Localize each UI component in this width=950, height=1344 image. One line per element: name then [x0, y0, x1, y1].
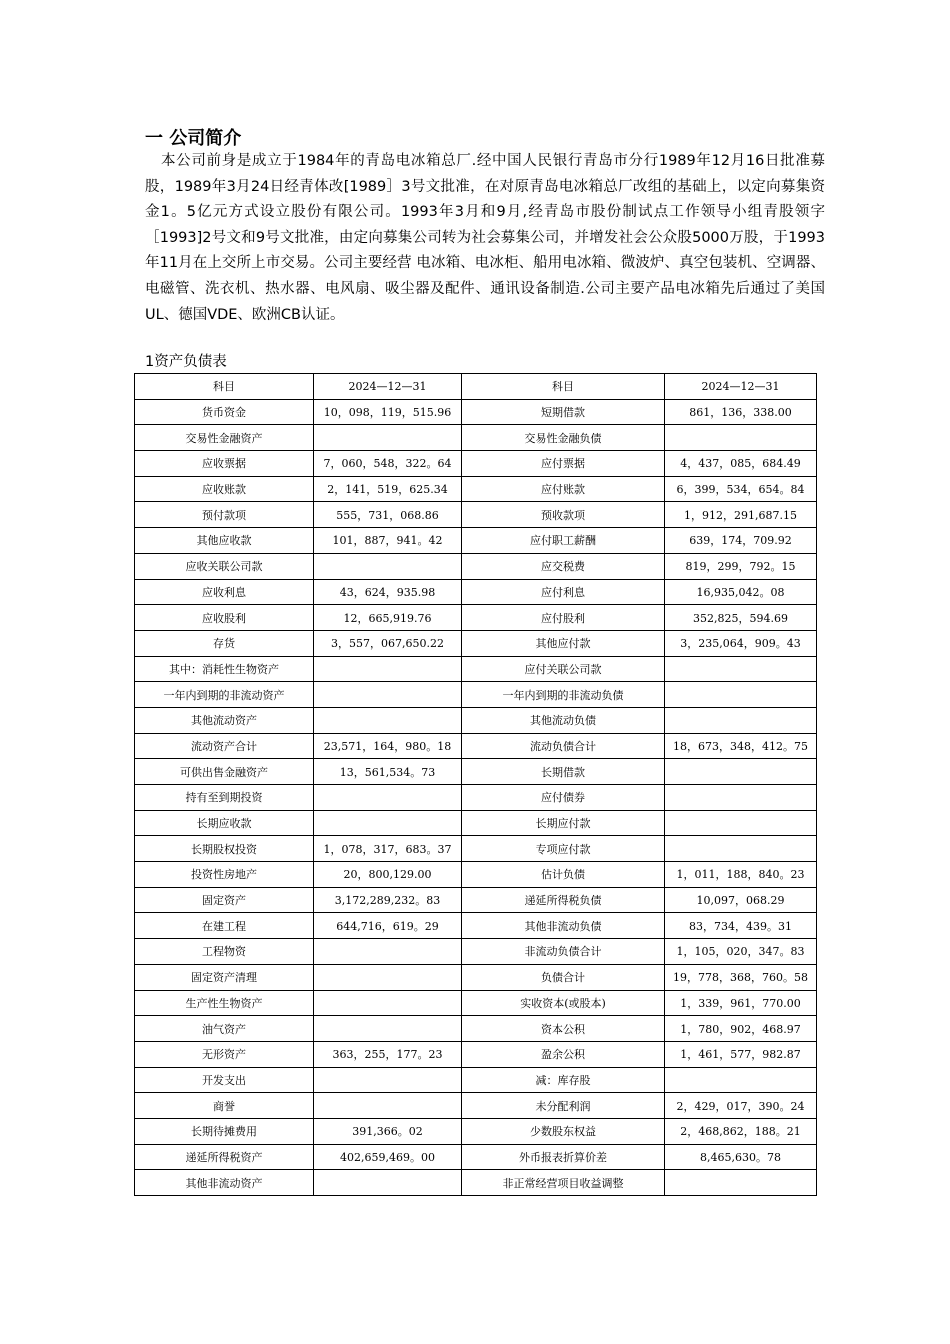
asset-item-cell: 工程物资 — [135, 939, 314, 965]
asset-value-cell: 555，731，068.86 — [314, 502, 462, 528]
liability-value-cell — [665, 1170, 817, 1196]
liability-item-cell: 应付关联公司款 — [462, 656, 665, 682]
table-row — [135, 1067, 817, 1093]
table-row — [135, 553, 817, 579]
liability-value-cell: 352,825，594.69 — [665, 605, 817, 631]
asset-value-cell: 402,659,469。00 — [314, 1144, 462, 1170]
asset-item-cell: 投资性房地产 — [135, 862, 314, 888]
liability-item-cell: 其他非流动负债 — [462, 913, 665, 939]
asset-value-cell: 1，078，317，683。37 — [314, 836, 462, 862]
asset-value-cell — [314, 1067, 462, 1093]
asset-value-cell: 12，665,919.76 — [314, 605, 462, 631]
table-row — [135, 939, 817, 965]
liability-item-cell: 应付账款 — [462, 476, 665, 502]
table-row — [135, 1041, 817, 1067]
table-row — [135, 630, 817, 656]
table-header-row — [135, 374, 817, 400]
liability-item-cell: 盈余公积 — [462, 1041, 665, 1067]
asset-value-cell: 20，800,129.00 — [314, 862, 462, 888]
balance-sheet-table — [134, 373, 817, 1196]
balance-sheet-body — [135, 374, 817, 1196]
liability-item-cell: 预收款项 — [462, 502, 665, 528]
liability-item-cell: 减：库存股 — [462, 1067, 665, 1093]
asset-value-cell — [314, 1170, 462, 1196]
liability-item-cell: 非正常经营项目收益调整 — [462, 1170, 665, 1196]
asset-item-cell: 在建工程 — [135, 913, 314, 939]
liability-value-cell: 639，174，709.92 — [665, 528, 817, 554]
liability-item-cell: 实收资本(或股本) — [462, 990, 665, 1016]
asset-item-cell: 应收关联公司款 — [135, 553, 314, 579]
liability-value-cell: 861，136，338.00 — [665, 399, 817, 425]
liability-item-cell: 应付票据 — [462, 451, 665, 477]
liability-item-cell: 外币报表折算价差 — [462, 1144, 665, 1170]
asset-item-cell: 商誉 — [135, 1093, 314, 1119]
company-intro-paragraph: 本公司前身是成立于1984年的青岛电冰箱总厂.经中国人民银行青岛市分行1989年12月16日批准募股，1989年3月24日经青体改[1989］3号文批准，在对原青岛电冰箱总厂改组的基础上，以定向募集资金1。5亿元方式设立股份有限公司。1993年3月和9月,经青岛市股份制试点工作领导小组青股领字［1993]2号文和9号文批准，由定向募集公司转为社会募集公司，并增发社会公众股5000万股，于1993年11月在上交所上市交易。公司主要经营 电冰箱、电冰柜、船用电冰箱、微波炉、真空包装机、空调器、电磁管、洗衣机、热水器、电风扇、吸尘器及配件、通讯设备制造.公司主要产品电冰箱先后通过了美国UL、德国VDE、欧洲CB认证。 — [145, 153, 825, 323]
asset-value-cell — [314, 939, 462, 965]
asset-item-cell: 长期待摊费用 — [135, 1118, 314, 1144]
table-row — [135, 425, 817, 451]
table-header-cell: 科目 — [462, 374, 665, 400]
asset-item-cell: 存货 — [135, 630, 314, 656]
table-row — [135, 656, 817, 682]
liability-value-cell: 16,935,042。08 — [665, 579, 817, 605]
liability-value-cell: 8,465,630。78 — [665, 1144, 817, 1170]
liability-value-cell — [665, 682, 817, 708]
table-header-cell: 2024—12—31 — [665, 374, 817, 400]
table-row — [135, 579, 817, 605]
asset-item-cell: 无形资产 — [135, 1041, 314, 1067]
liability-value-cell — [665, 785, 817, 811]
table-row — [135, 1118, 817, 1144]
section-heading: 一 公司简介 — [145, 128, 242, 149]
liability-value-cell: 1，011，188，840。23 — [665, 862, 817, 888]
asset-value-cell: 363，255，177。23 — [314, 1041, 462, 1067]
table-row — [135, 964, 817, 990]
asset-value-cell — [314, 656, 462, 682]
table-row — [135, 707, 817, 733]
liability-value-cell: 1，105，020，347。83 — [665, 939, 817, 965]
liability-value-cell — [665, 810, 817, 836]
asset-value-cell: 3,172,289,232。83 — [314, 887, 462, 913]
asset-item-cell: 递延所得税资产 — [135, 1144, 314, 1170]
liability-item-cell: 应付债券 — [462, 785, 665, 811]
table-header-cell: 2024—12—31 — [314, 374, 462, 400]
asset-value-cell: 644,716，619。29 — [314, 913, 462, 939]
liability-item-cell: 未分配利润 — [462, 1093, 665, 1119]
table-row — [135, 990, 817, 1016]
liability-item-cell: 应付股利 — [462, 605, 665, 631]
asset-item-cell: 应收账款 — [135, 476, 314, 502]
liability-value-cell: 6，399，534，654。84 — [665, 476, 817, 502]
table-row — [135, 605, 817, 631]
liability-value-cell: 4，437，085，684.49 — [665, 451, 817, 477]
asset-value-cell: 2，141，519，625.34 — [314, 476, 462, 502]
table-row — [135, 476, 817, 502]
liability-value-cell: 18，673，348，412。75 — [665, 733, 817, 759]
asset-item-cell: 货币资金 — [135, 399, 314, 425]
liability-value-cell — [665, 425, 817, 451]
asset-value-cell: 391,366。02 — [314, 1118, 462, 1144]
table-row — [135, 1170, 817, 1196]
asset-value-cell: 43，624，935.98 — [314, 579, 462, 605]
table-row — [135, 1016, 817, 1042]
table-title: 1资产负债表 — [145, 354, 227, 370]
asset-item-cell: 油气资产 — [135, 1016, 314, 1042]
table-header-cell: 科目 — [135, 374, 314, 400]
asset-item-cell: 持有至到期投资 — [135, 785, 314, 811]
asset-value-cell: 7，060，548，322。64 — [314, 451, 462, 477]
liability-item-cell: 其他应付款 — [462, 630, 665, 656]
liability-item-cell: 负债合计 — [462, 964, 665, 990]
asset-value-cell — [314, 682, 462, 708]
liability-value-cell: 3，235,064，909。43 — [665, 630, 817, 656]
asset-item-cell: 生产性生物资产 — [135, 990, 314, 1016]
asset-item-cell: 开发支出 — [135, 1067, 314, 1093]
liability-value-cell: 2，429，017，390。24 — [665, 1093, 817, 1119]
asset-item-cell: 应收利息 — [135, 579, 314, 605]
asset-value-cell: 13，561,534。73 — [314, 759, 462, 785]
asset-value-cell: 10，098，119，515.96 — [314, 399, 462, 425]
asset-value-cell: 3，557，067,650.22 — [314, 630, 462, 656]
asset-value-cell: 101，887，941。42 — [314, 528, 462, 554]
asset-item-cell: 预付款项 — [135, 502, 314, 528]
table-row — [135, 1144, 817, 1170]
asset-item-cell: 流动资产合计 — [135, 733, 314, 759]
asset-value-cell — [314, 1016, 462, 1042]
asset-item-cell: 其他非流动资产 — [135, 1170, 314, 1196]
table-row — [135, 913, 817, 939]
table-row — [135, 862, 817, 888]
asset-value-cell — [314, 553, 462, 579]
liability-value-cell: 2，468,862，188。21 — [665, 1118, 817, 1144]
table-row — [135, 399, 817, 425]
asset-value-cell — [314, 707, 462, 733]
liability-item-cell: 长期借款 — [462, 759, 665, 785]
liability-item-cell: 一年内到期的非流动负债 — [462, 682, 665, 708]
asset-item-cell: 其他流动资产 — [135, 707, 314, 733]
liability-item-cell: 估计负债 — [462, 862, 665, 888]
asset-value-cell — [314, 964, 462, 990]
liability-item-cell: 长期应付款 — [462, 810, 665, 836]
asset-value-cell: 23,571，164，980。18 — [314, 733, 462, 759]
liability-value-cell — [665, 836, 817, 862]
table-row — [135, 810, 817, 836]
table-row — [135, 682, 817, 708]
liability-value-cell: 19，778，368，760。58 — [665, 964, 817, 990]
asset-item-cell: 长期股权投资 — [135, 836, 314, 862]
asset-value-cell — [314, 425, 462, 451]
liability-value-cell: 1，461，577，982.87 — [665, 1041, 817, 1067]
liability-item-cell: 资本公积 — [462, 1016, 665, 1042]
asset-item-cell: 一年内到期的非流动资产 — [135, 682, 314, 708]
asset-value-cell — [314, 990, 462, 1016]
liability-item-cell: 非流动负债合计 — [462, 939, 665, 965]
table-row — [135, 733, 817, 759]
table-row — [135, 887, 817, 913]
liability-value-cell: 1，780，902，468.97 — [665, 1016, 817, 1042]
asset-value-cell — [314, 1093, 462, 1119]
liability-value-cell — [665, 1067, 817, 1093]
liability-item-cell: 交易性金融负债 — [462, 425, 665, 451]
liability-item-cell: 流动负债合计 — [462, 733, 665, 759]
liability-item-cell: 应付利息 — [462, 579, 665, 605]
liability-item-cell: 其他流动负债 — [462, 707, 665, 733]
asset-item-cell: 长期应收款 — [135, 810, 314, 836]
liability-item-cell: 应付职工薪酬 — [462, 528, 665, 554]
table-row — [135, 451, 817, 477]
table-row — [135, 836, 817, 862]
asset-item-cell: 交易性金融资产 — [135, 425, 314, 451]
table-row — [135, 528, 817, 554]
asset-item-cell: 应收票据 — [135, 451, 314, 477]
asset-item-cell: 其中：消耗性生物资产 — [135, 656, 314, 682]
asset-item-cell: 固定资产 — [135, 887, 314, 913]
asset-item-cell: 应收股利 — [135, 605, 314, 631]
liability-value-cell — [665, 759, 817, 785]
liability-value-cell — [665, 656, 817, 682]
liability-item-cell: 少数股东权益 — [462, 1118, 665, 1144]
liability-value-cell: 1，339，961，770.00 — [665, 990, 817, 1016]
liability-item-cell: 短期借款 — [462, 399, 665, 425]
asset-value-cell — [314, 810, 462, 836]
liability-item-cell: 递延所得税负债 — [462, 887, 665, 913]
liability-value-cell: 819，299，792。15 — [665, 553, 817, 579]
liability-item-cell: 应交税费 — [462, 553, 665, 579]
liability-value-cell: 10,097，068.29 — [665, 887, 817, 913]
asset-item-cell: 可供出售金融资产 — [135, 759, 314, 785]
table-row — [135, 785, 817, 811]
table-row — [135, 502, 817, 528]
liability-value-cell: 1，912，291,687.15 — [665, 502, 817, 528]
liability-item-cell: 专项应付款 — [462, 836, 665, 862]
table-row — [135, 1093, 817, 1119]
table-row — [135, 759, 817, 785]
liability-value-cell: 83，734，439。31 — [665, 913, 817, 939]
asset-item-cell: 其他应收款 — [135, 528, 314, 554]
asset-value-cell — [314, 785, 462, 811]
asset-item-cell: 固定资产清理 — [135, 964, 314, 990]
liability-value-cell — [665, 707, 817, 733]
